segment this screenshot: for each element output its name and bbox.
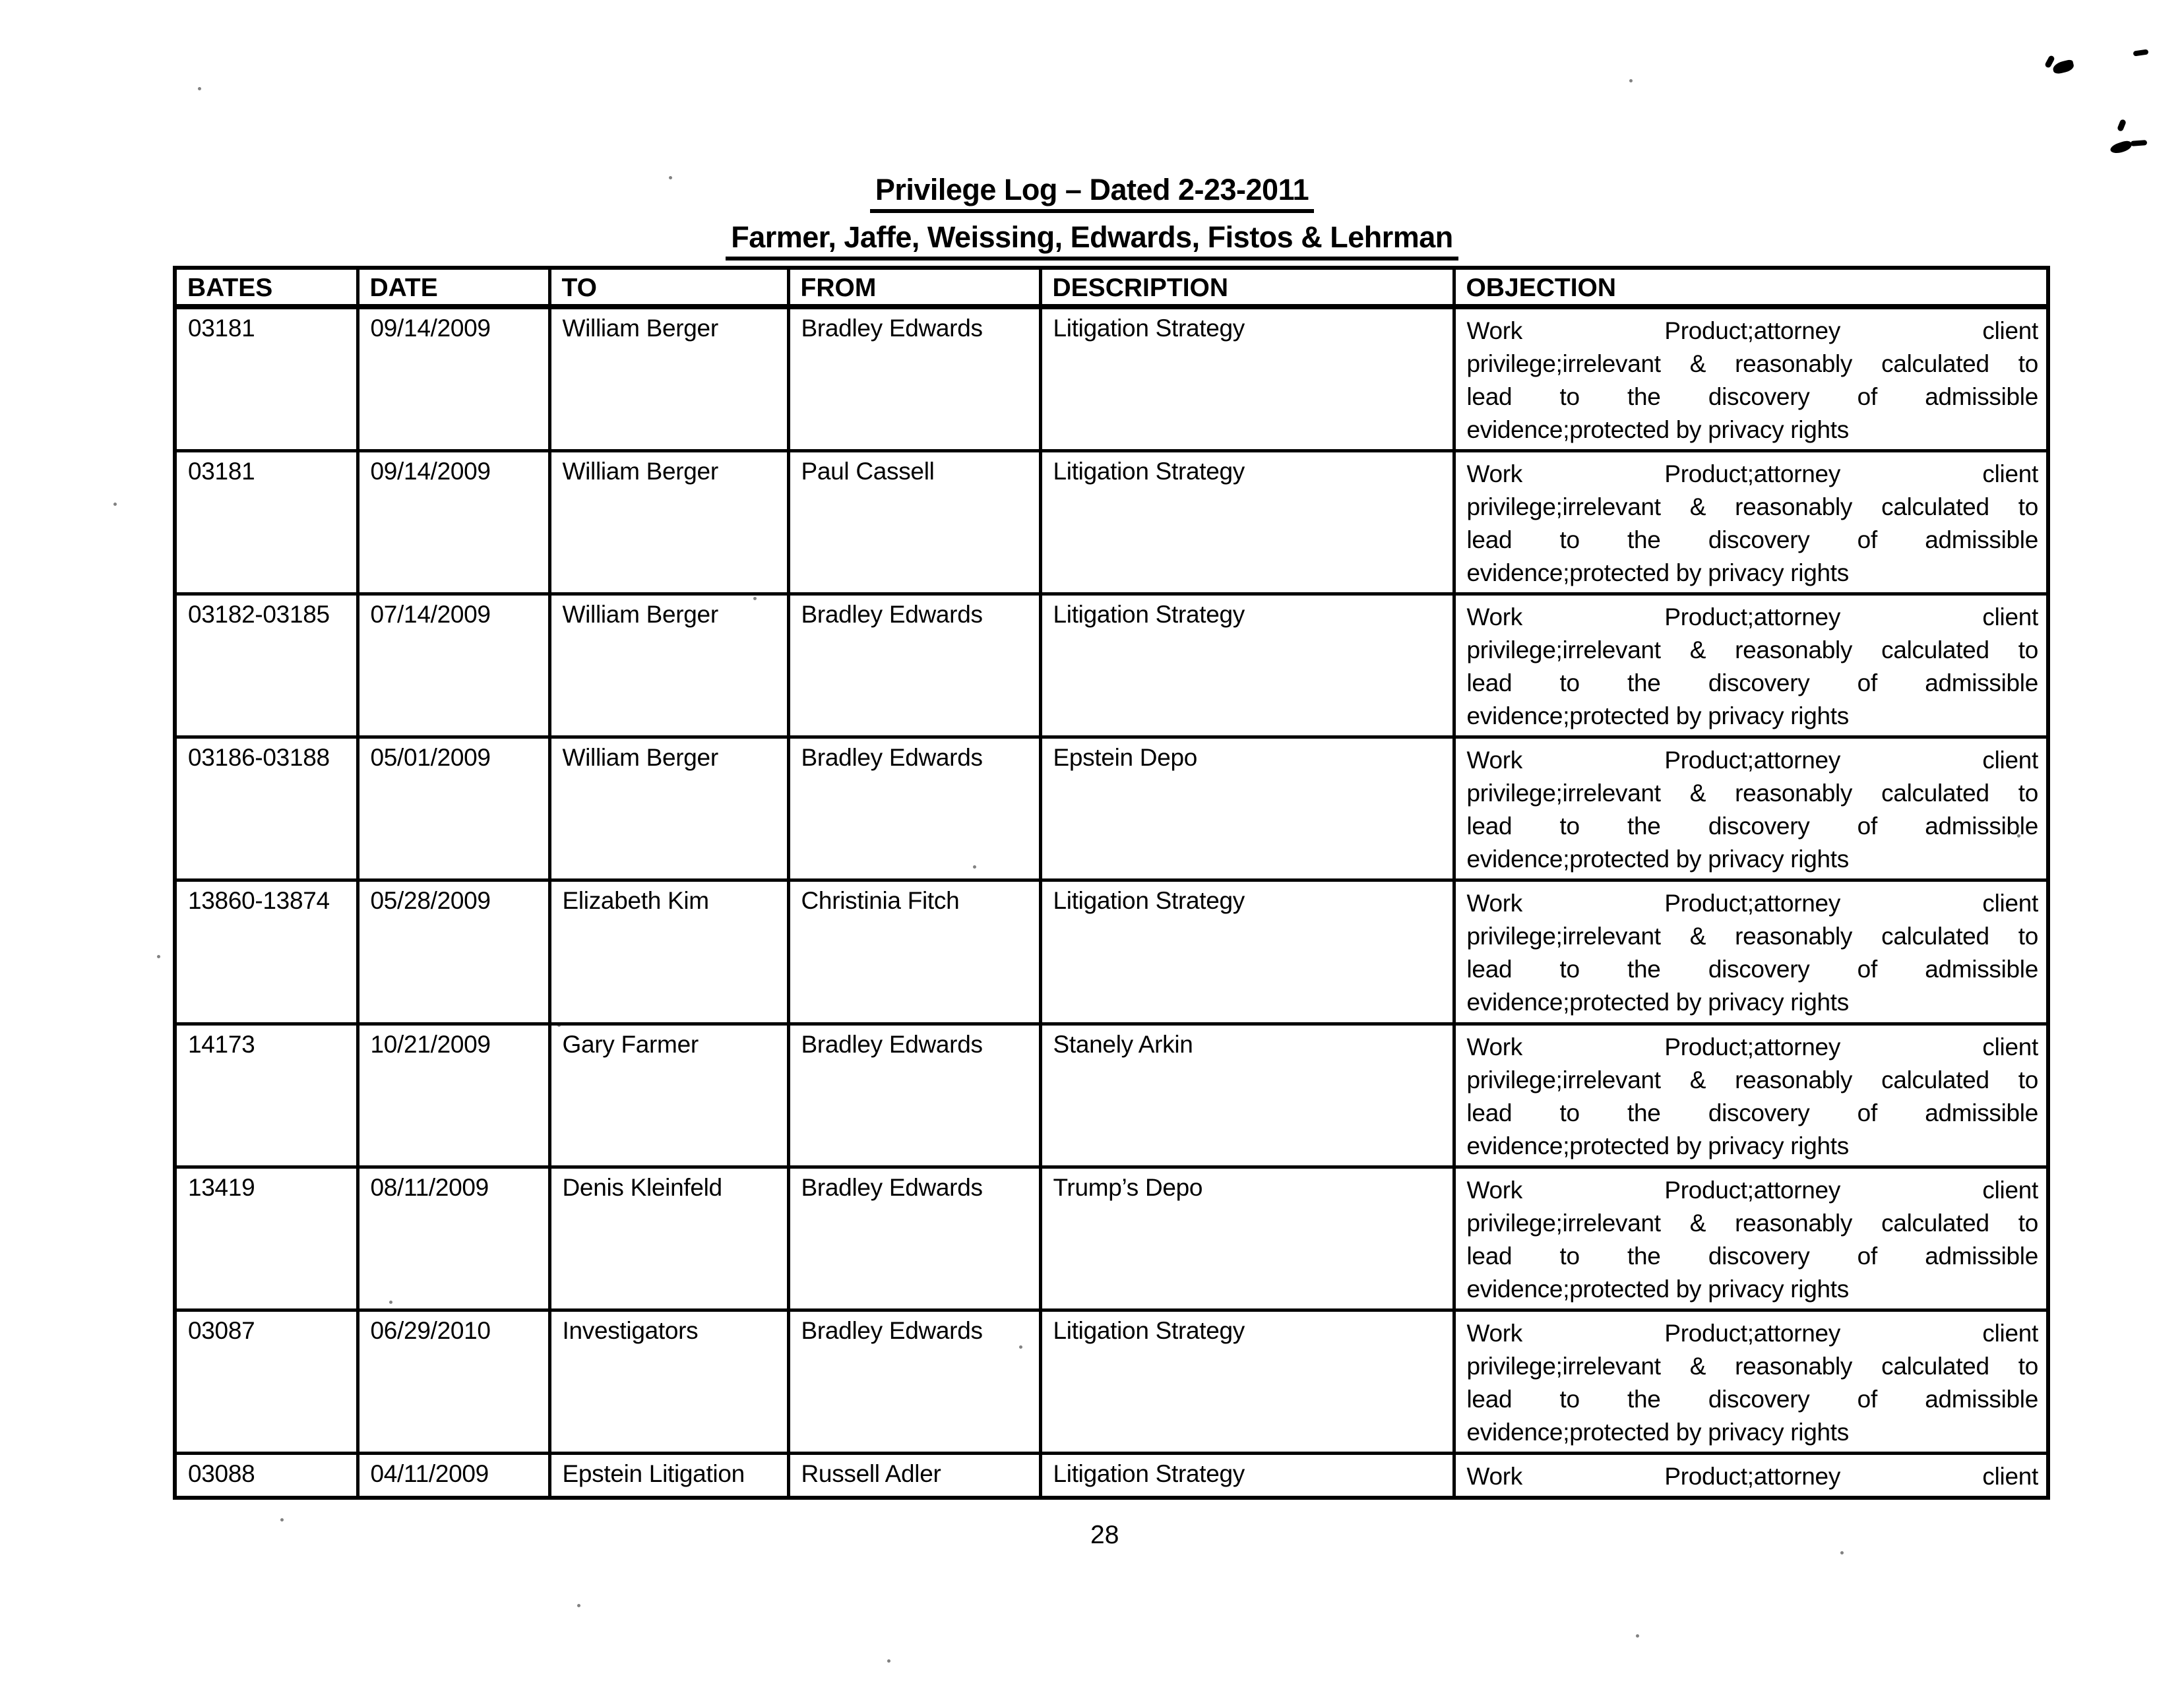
cell-bates: 03186-03188 xyxy=(175,737,358,880)
cell-description: Litigation Strategy xyxy=(1040,451,1454,594)
objection-line: privilege;irrelevant & reasonably calculated to xyxy=(1466,780,2038,807)
cell-date: 04/11/2009 xyxy=(358,1454,549,1498)
table-row xyxy=(175,1024,2048,1167)
cell-objection xyxy=(1454,1167,2048,1310)
objection-line: Work Product;attorney client xyxy=(1466,1177,2038,1204)
cell-bates: 03181 xyxy=(175,307,358,451)
objection-line: privilege;irrelevant & reasonably calculated to xyxy=(1466,636,2038,663)
objection-line: evidence;protected by privacy rights xyxy=(1466,1276,1849,1303)
objection-line: Work Product;attorney client xyxy=(1466,1320,2038,1347)
objection-line: Work Product;attorney client xyxy=(1466,747,2038,774)
document-title xyxy=(0,173,2184,261)
cell-to: William Berger xyxy=(549,737,788,880)
column-header-bates: BATES xyxy=(175,268,358,307)
cell-to: William Berger xyxy=(549,594,788,737)
pen-mark xyxy=(2131,140,2147,146)
cell-from: Bradley Edwards xyxy=(788,307,1040,451)
cell-objection xyxy=(1454,1024,2048,1167)
objection-line: lead to the discovery of admissible xyxy=(1466,1243,2038,1270)
objection-line: evidence;protected by privacy rights xyxy=(1466,559,1849,586)
cell-to: Epstein Litigation xyxy=(549,1454,788,1498)
objection-line: Work Product;attorney client xyxy=(1466,460,2038,487)
objection-line: Work Product;attorney client xyxy=(1466,1033,2038,1061)
cell-bates: 03087 xyxy=(175,1310,358,1454)
table-row xyxy=(175,594,2048,737)
objection-line: lead to the discovery of admissible xyxy=(1466,956,2038,983)
cell-objection xyxy=(1454,1310,2048,1454)
cell-from: Bradley Edwards xyxy=(788,737,1040,880)
objection-line: lead to the discovery of admissible xyxy=(1466,526,2038,553)
scan-speck xyxy=(1629,79,1633,82)
column-header-objection: OBJECTION xyxy=(1454,268,2048,307)
cell-description: Litigation Strategy xyxy=(1040,880,1454,1024)
scan-speck xyxy=(198,87,201,90)
objection-line: Work Product;attorney client xyxy=(1466,603,2038,630)
document-title-line1: Privilege Log – Dated 2-23-2011 xyxy=(870,173,1314,213)
scan-speck xyxy=(1840,1551,1844,1554)
cell-bates: 14173 xyxy=(175,1024,358,1167)
objection-line: lead to the discovery of admissible xyxy=(1466,1386,2038,1413)
objection-line: Work Product;attorney client xyxy=(1466,1463,2038,1490)
column-header-description: DESCRIPTION xyxy=(1040,268,1454,307)
objection-line: evidence;protected by privacy rights xyxy=(1466,1132,1849,1159)
cell-description: Stanely Arkin xyxy=(1040,1024,1454,1167)
scan-speck xyxy=(887,1659,890,1663)
cell-date: 08/11/2009 xyxy=(358,1167,549,1310)
pen-mark xyxy=(2051,59,2075,75)
objection-line: lead to the discovery of admissible xyxy=(1466,669,2038,696)
cell-objection xyxy=(1454,1454,2048,1498)
objection-line: evidence;protected by privacy rights xyxy=(1466,1419,1849,1446)
cell-description: Litigation Strategy xyxy=(1040,594,1454,737)
cell-objection xyxy=(1454,307,2048,451)
cell-bates: 03182-03185 xyxy=(175,594,358,737)
table-row xyxy=(175,451,2048,594)
cell-to: Elizabeth Kim xyxy=(549,880,788,1024)
objection-line: privilege;irrelevant & reasonably calculated to xyxy=(1466,1066,2038,1093)
table-head xyxy=(175,268,2048,307)
table-row xyxy=(175,1454,2048,1498)
table-row xyxy=(175,1167,2048,1310)
objection-line: lead to the discovery of admissible xyxy=(1466,1099,2038,1126)
cell-from: Bradley Edwards xyxy=(788,1167,1040,1310)
objection-line: privilege;irrelevant & reasonably calculated to xyxy=(1466,493,2038,520)
table-row xyxy=(175,737,2048,880)
objection-line: evidence;protected by privacy rights xyxy=(1466,989,1849,1016)
objection-line: privilege;irrelevant & reasonably calculated to xyxy=(1466,1210,2038,1237)
objection-line: evidence;protected by privacy rights xyxy=(1466,702,1849,729)
scan-speck xyxy=(280,1518,284,1522)
table-row xyxy=(175,307,2048,451)
cell-date: 09/14/2009 xyxy=(358,307,549,451)
cell-description: Trump’s Depo xyxy=(1040,1167,1454,1310)
cell-objection xyxy=(1454,594,2048,737)
objection-line: Work Product;attorney client xyxy=(1466,317,2038,344)
cell-date: 09/14/2009 xyxy=(358,451,549,594)
scan-speck xyxy=(113,503,117,506)
scan-speck xyxy=(157,955,160,958)
objection-line: Work Product;attorney client xyxy=(1466,890,2038,917)
column-header-date: DATE xyxy=(358,268,549,307)
column-header-from: FROM xyxy=(788,268,1040,307)
cell-bates: 03088 xyxy=(175,1454,358,1498)
cell-from: Bradley Edwards xyxy=(788,1024,1040,1167)
cell-to: Gary Farmer xyxy=(549,1024,788,1167)
cell-description: Epstein Depo xyxy=(1040,737,1454,880)
table-body xyxy=(175,307,2048,1498)
table-row xyxy=(175,880,2048,1024)
page-number: 28 xyxy=(1090,1521,1119,1549)
cell-date: 06/29/2010 xyxy=(358,1310,549,1454)
objection-line: privilege;irrelevant & reasonably calculated to xyxy=(1466,1353,2038,1380)
objection-line: evidence;protected by privacy rights xyxy=(1466,416,1849,443)
cell-objection xyxy=(1454,737,2048,880)
objection-line: privilege;irrelevant & reasonably calculated to xyxy=(1466,923,2038,950)
scan-speck xyxy=(1636,1634,1639,1638)
cell-date: 10/21/2009 xyxy=(358,1024,549,1167)
cell-date: 05/01/2009 xyxy=(358,737,549,880)
cell-from: Christinia Fitch xyxy=(788,880,1040,1024)
cell-from: Bradley Edwards xyxy=(788,594,1040,737)
cell-objection xyxy=(1454,451,2048,594)
cell-description: Litigation Strategy xyxy=(1040,307,1454,451)
cell-bates: 13860-13874 xyxy=(175,880,358,1024)
pen-mark xyxy=(2109,139,2133,155)
document-title-line2: Farmer, Jaffe, Weissing, Edwards, Fistos & Lehrman xyxy=(726,220,1458,261)
objection-line: evidence;protected by privacy rights xyxy=(1466,846,1849,873)
privilege-log-table xyxy=(173,266,2050,1500)
cell-date: 07/14/2009 xyxy=(358,594,549,737)
cell-to: Investigators xyxy=(549,1310,788,1454)
pen-mark xyxy=(2117,119,2127,132)
cell-description: Litigation Strategy xyxy=(1040,1454,1454,1498)
cell-to: William Berger xyxy=(549,307,788,451)
column-header-to: TO xyxy=(549,268,788,307)
cell-description: Litigation Strategy xyxy=(1040,1310,1454,1454)
objection-line: privilege;irrelevant & reasonably calculated to xyxy=(1466,350,2038,377)
table-row xyxy=(175,1310,2048,1454)
pen-mark xyxy=(2133,49,2149,56)
objection-line: lead to the discovery of admissible xyxy=(1466,813,2038,840)
cell-objection xyxy=(1454,880,2048,1024)
cell-to: William Berger xyxy=(549,451,788,594)
objection-line: lead to the discovery of admissible xyxy=(1466,383,2038,410)
scan-speck xyxy=(577,1604,580,1607)
cell-to: Denis Kleinfeld xyxy=(549,1167,788,1310)
cell-from: Paul Cassell xyxy=(788,451,1040,594)
cell-date: 05/28/2009 xyxy=(358,880,549,1024)
cell-bates: 13419 xyxy=(175,1167,358,1310)
cell-from: Bradley Edwards xyxy=(788,1310,1040,1454)
table-header-row xyxy=(175,268,2048,307)
cell-from: Russell Adler xyxy=(788,1454,1040,1498)
cell-bates: 03181 xyxy=(175,451,358,594)
